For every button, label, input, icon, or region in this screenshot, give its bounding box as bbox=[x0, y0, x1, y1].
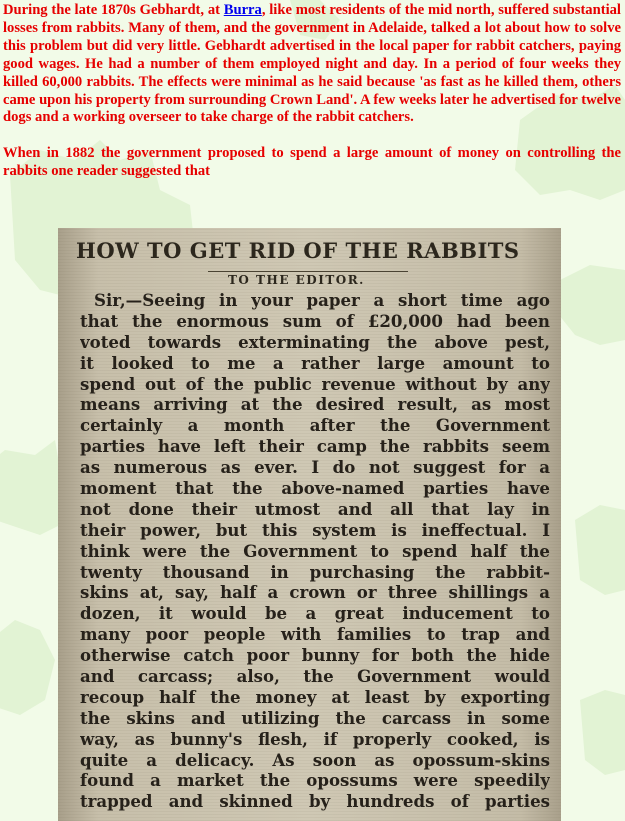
clipping-line: parties have left their camp the rabbits seem bbox=[80, 436, 550, 457]
clipping-line: that the enormous sum of £20,000 had been bbox=[80, 310, 550, 331]
intro-paragraph bbox=[3, 2, 621, 127]
clipping-headline: HOW TO GET RID OF THE RABBITS bbox=[76, 238, 520, 263]
article-content bbox=[0, 0, 625, 181]
newspaper-clipping-image bbox=[58, 228, 561, 821]
intro-text-start: During the late 1870s Gebhardt, at bbox=[3, 2, 224, 18]
second-paragraph: When in 1882 the government proposed to spend a large amount of money on controlling the rabbits one reader suggested that bbox=[3, 145, 621, 180]
clipping-line: otherwise catch poor bunny for both the hide bbox=[80, 645, 550, 666]
clipping-line: dozen, it would be a great inducement to bbox=[80, 603, 550, 624]
clipping-line: found a market the opossums were speedily bbox=[80, 770, 550, 791]
clipping-line: not done their utmost and all that lay in bbox=[80, 498, 550, 519]
clipping-paper bbox=[58, 228, 561, 821]
clipping-line: certainly a month after the Government bbox=[80, 415, 550, 436]
clipping-line: spend out of the public revenue without by any bbox=[80, 373, 550, 394]
clipping-line: and carcass; also, the Government would bbox=[80, 666, 550, 687]
clipping-line: recoup half the money at least by exporting bbox=[80, 686, 550, 707]
clipping-line: moment that the above-named parties have bbox=[80, 478, 550, 499]
clipping-line: skins at, say, half a crown or three shillings a bbox=[80, 582, 550, 603]
clipping-line: way, as bunny's flesh, if properly cooked, is bbox=[80, 728, 550, 749]
clipping-line: as numerous as ever. I do not suggest for a bbox=[80, 457, 550, 478]
clipping-line: means arriving at the desired result, as most bbox=[80, 394, 550, 415]
clipping-line: their power, but this system is ineffectual. I bbox=[80, 519, 550, 540]
clipping-line: quite a delicacy. As soon as opossum-skins bbox=[80, 749, 550, 770]
clipping-subheading: TO THE EDITOR. bbox=[228, 273, 365, 287]
burra-link[interactable]: Burra bbox=[223, 2, 262, 18]
clipping-line: voted towards exterminating the above pest, bbox=[80, 331, 550, 352]
clipping-line: many poor people with families to trap and bbox=[80, 624, 550, 645]
clipping-body bbox=[80, 290, 550, 812]
clipping-line: twenty thousand in purchasing the rabbit- bbox=[80, 561, 550, 582]
clipping-line: the skins and utilizing the carcass in some bbox=[80, 707, 550, 728]
intro-text-end: , like most residents of the mid north, suffered substantial losses from rabbits. Many of them, and the government in Adelaide, talked a lot about how to solve this problem but did very little. Gebhardt advertised in the local paper for rabbit catchers, paying good wages. He had a number of them employed night and day. In a period of four weeks they killed 60,000 rabbits. The effects were minimal as he said because 'as fast as he killed them, others came upon his property from surrounding Crown Land'. A few weeks later he advertised for twelve dogs and a working overseer to take charge of the rabbit catchers. bbox=[3, 2, 621, 126]
clipping-rule bbox=[208, 271, 408, 272]
clipping-line: Sir,—Seeing in your paper a short time ago bbox=[94, 290, 550, 310]
clipping-line: trapped and skinned by hundreds of parties bbox=[80, 791, 550, 812]
clipping-line: think were the Government to spend half the bbox=[80, 540, 550, 561]
clipping-line: it looked to me a rather large amount to bbox=[80, 352, 550, 373]
